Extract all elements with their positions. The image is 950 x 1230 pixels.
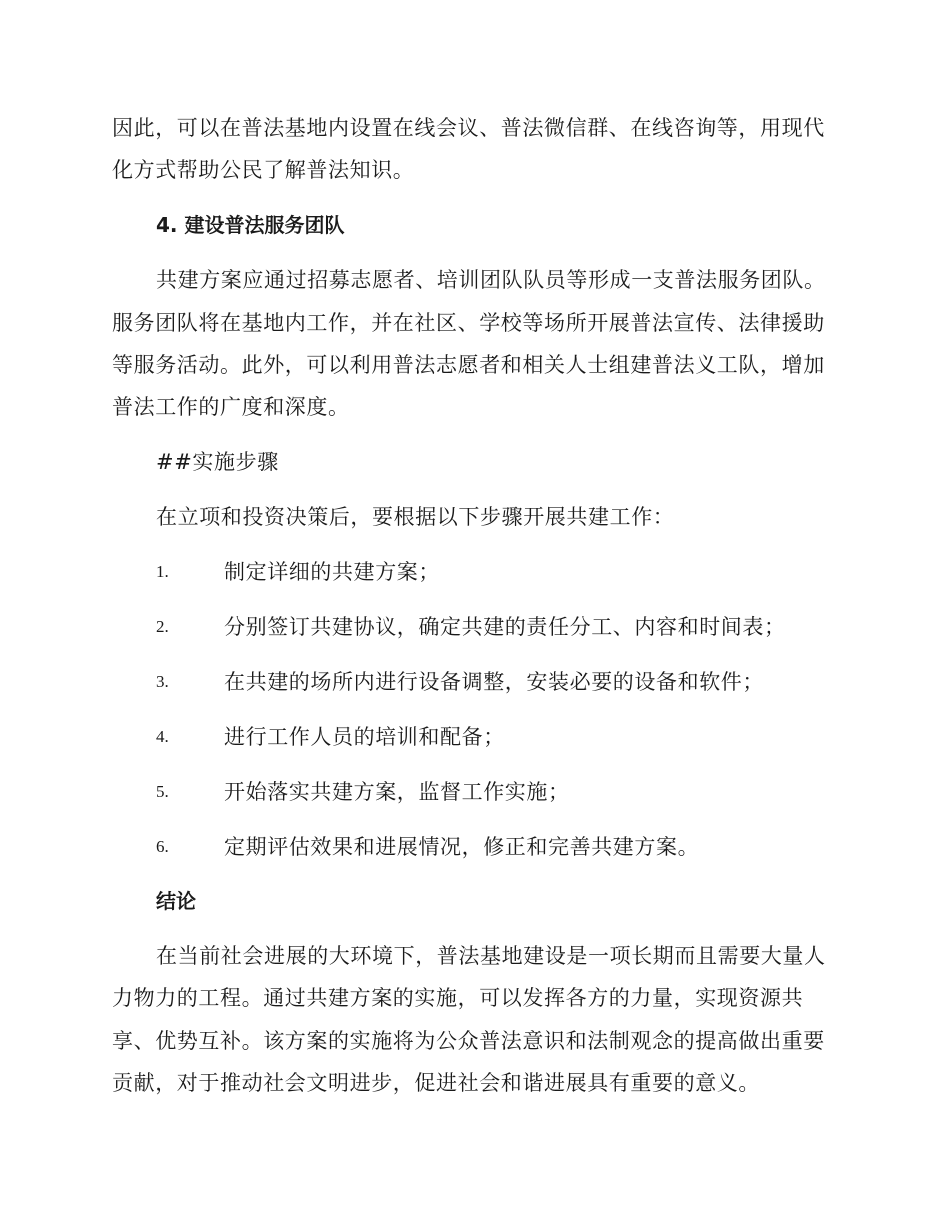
step-number: 1. — [156, 562, 169, 581]
step-text: 制定详细的共建方案； — [224, 560, 440, 584]
step-number: 2. — [156, 617, 169, 636]
paragraph-line: 化方式帮助公民了解普法知识。 — [112, 158, 415, 182]
paragraph-line: 等服务活动。此外，可以利用普法志愿者和相关人士组建普法义工队，增加 — [112, 353, 825, 377]
step-number: 5. — [156, 782, 169, 801]
section-heading: 4. 建设普法服务团队 — [156, 213, 345, 237]
step-number: 3. — [156, 672, 169, 691]
paragraph-line: 在当前社会进展的大环境下，普法基地建设是一项长期而且需要大量人 — [156, 944, 826, 968]
paragraph-line: 普法工作的广度和深度。 — [112, 395, 350, 419]
paragraph-line: 服务团队将在基地内工作，并在社区、学校等场所开展普法宣传、法律援助 — [112, 311, 825, 335]
paragraph-line: 贡献，对于推动社会文明进步，促进社会和谐进展具有重要的意义。 — [112, 1071, 760, 1095]
step-text: 分别签订共建协议，确定共建的责任分工、内容和时间表； — [224, 615, 786, 639]
conclusion-heading: 结论 — [156, 889, 196, 913]
step-text: 定期评估效果和进展情况，修正和完善共建方案。 — [224, 835, 700, 859]
step-text: 进行工作人员的培训和配备； — [224, 725, 505, 749]
subsection-heading: ##实施步骤 — [156, 450, 279, 474]
step-number: 6. — [156, 837, 169, 856]
paragraph-line: 享、优势互补。该方案的实施将为公众普法意识和法制观念的提高做出重要 — [112, 1029, 825, 1053]
paragraph-line: 共建方案应通过招募志愿者、培训团队队员等形成一支普法服务团队。 — [156, 268, 826, 292]
steps-intro: 在立项和投资决策后，要根据以下步骤开展共建工作： — [156, 505, 675, 529]
paragraph-line: 因此，可以在普法基地内设置在线会议、普法微信群、在线咨询等，用现代 — [112, 116, 825, 140]
step-text: 开始落实共建方案，监督工作实施； — [224, 780, 570, 804]
paragraph-line: 力物力的工程。通过共建方案的实施，可以发挥各方的力量，实现资源共 — [112, 986, 804, 1010]
step-text: 在共建的场所内进行设备调整，安装必要的设备和软件； — [224, 670, 764, 694]
step-number: 4. — [156, 727, 169, 746]
